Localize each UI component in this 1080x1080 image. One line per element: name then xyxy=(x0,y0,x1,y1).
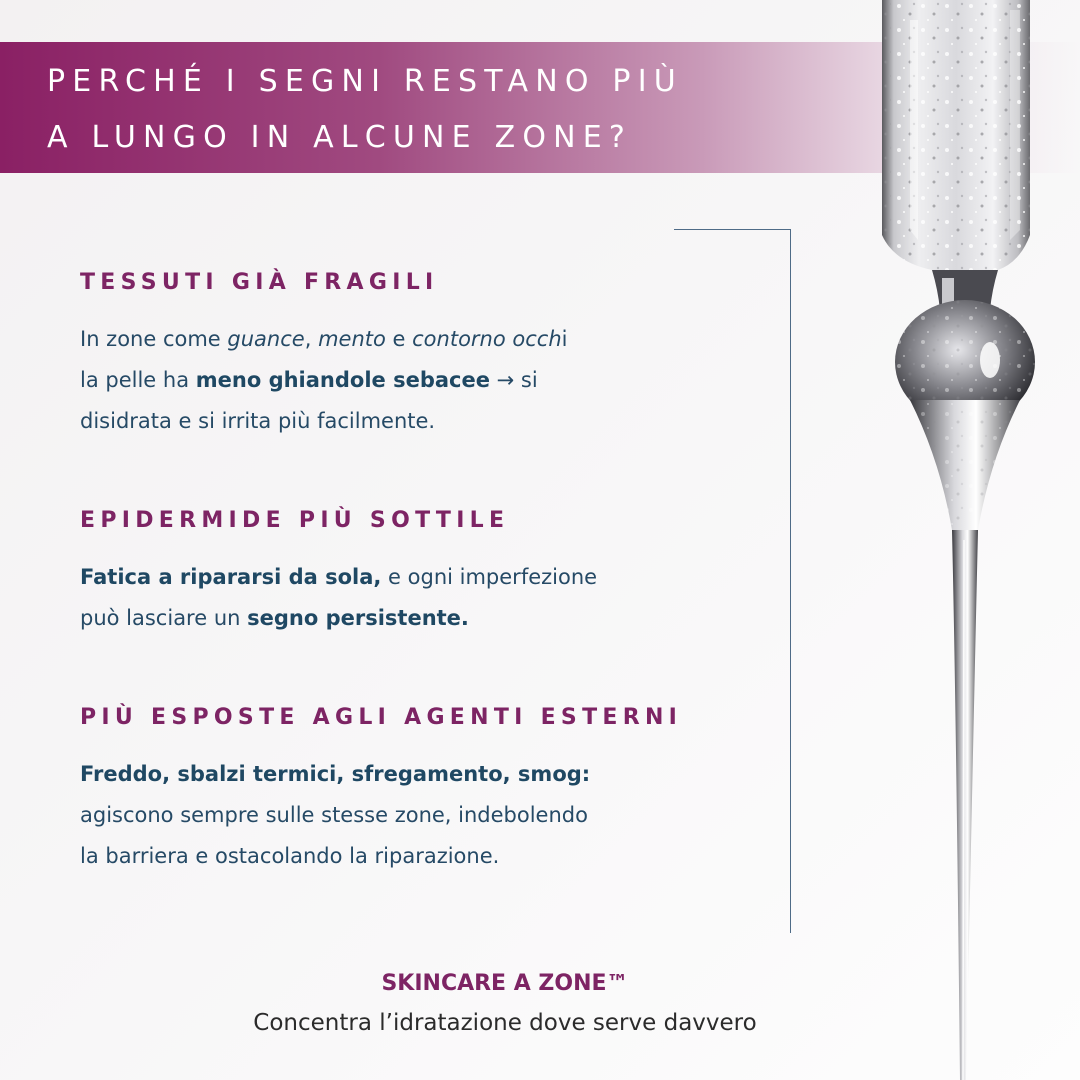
frame-top-line xyxy=(674,229,791,230)
footer-tagline: Concentra l’idratazione dove serve davvero xyxy=(253,1010,757,1036)
highlight-persistent-mark: segno persistente. xyxy=(247,606,469,630)
section-body-external-agents: Freddo, sbalzi termici, sfregamento, smog: agiscono sempre sulle stesse zone, indebolendo la barriera e ostacolando la riparazione. xyxy=(80,762,591,868)
highlight-repair: Fatica a ripararsi da sola, xyxy=(80,565,382,589)
section-body-thin-epidermis: Fatica a ripararsi da sola, e ogni imperfezione può lasciare un segno persistente. xyxy=(80,565,598,630)
header-title-line-1: PERCHÉ I SEGNI RESTANO PIÙ xyxy=(47,64,683,99)
highlight-external-factors: Freddo, sbalzi termici, sfregamento, smog: xyxy=(80,762,591,786)
highlight-sebaceous-glands: meno ghiandole sebacee xyxy=(195,368,490,392)
glass-ampoule-icon xyxy=(870,0,1060,1080)
section-title-external-agents: PIÙ ESPOSTE AGLI AGENTI ESTERNI xyxy=(80,705,683,730)
frame-right-line xyxy=(790,229,791,933)
section-title-fragile-tissues: TESSUTI GIÀ FRAGILI xyxy=(80,270,439,295)
section-title-thin-epidermis: EPIDERMIDE PIÙ SOTTILE xyxy=(80,508,510,533)
footer-brand: SKINCARE A ZONE™ xyxy=(381,971,629,996)
section-body-fragile-tissues: In zone come guance, mento e contorno occhi la pelle ha meno ghiandole sebacee → si disidrata e si irrita più facilmente. xyxy=(80,327,568,433)
header-title-line-2: A LUNGO IN ALCUNE ZONE? xyxy=(47,120,633,155)
